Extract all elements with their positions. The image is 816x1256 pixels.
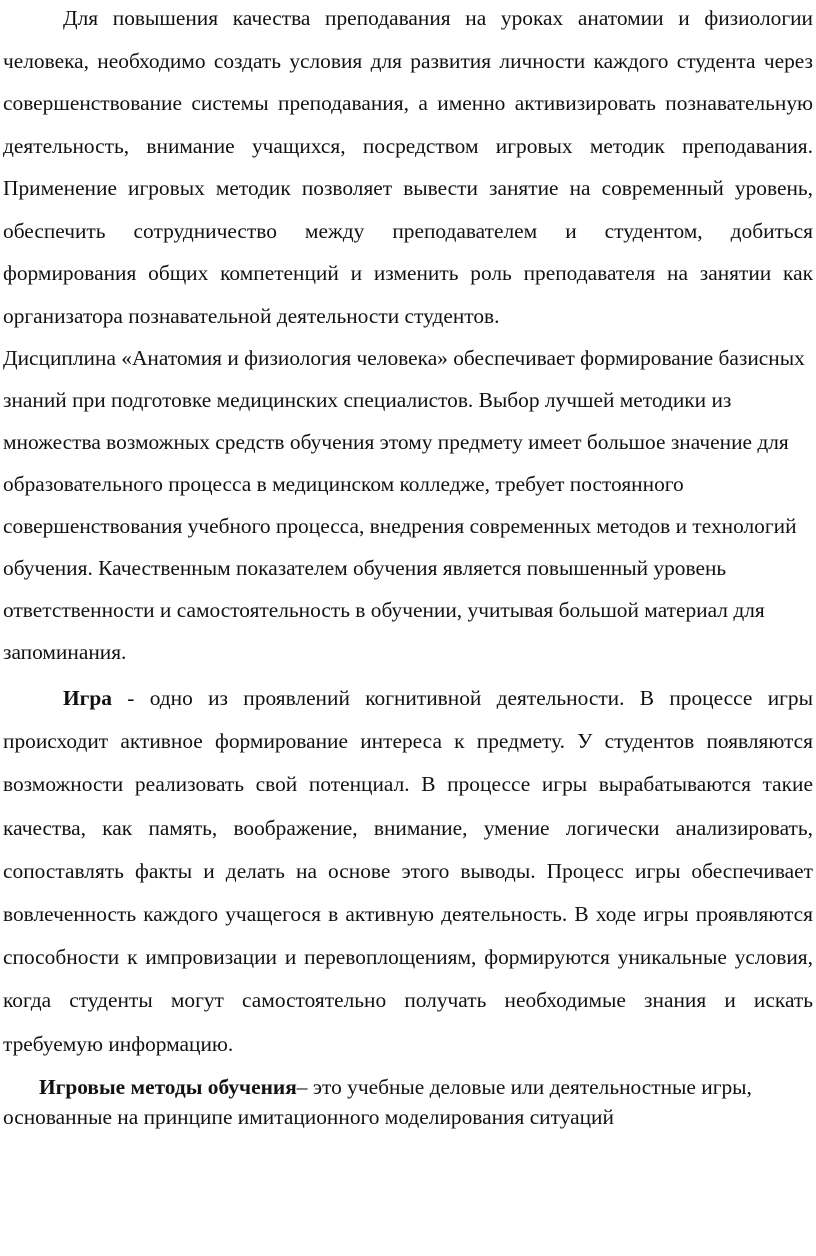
term-game: Игра: [63, 686, 112, 710]
paragraph-game: [3, 677, 813, 1066]
paragraph-game-text: - одно из проявлений когнитивной деятельности. В процессе игры происходит активное формирование интереса к предмету. У студентов появляются возможности реализовать свой потенциал. В процессе игры вырабатываются такие качества, как память, воображение, внимание, умение логически анализировать, сопоставлять факты и делать на основе этого выводы. Процесс игры обеспечивает вовлеченность каждого учащегося в активную деятельность. В ходе игры проявляются способности к импровизации и перевоплощениям, формируются уникальные условия, когда студенты могут самостоятельно получать необходимые знания и искать требуемую информацию.: [3, 686, 813, 1056]
term-game-methods: Игровые методы обучения: [39, 1074, 297, 1099]
paragraph-game-methods-text: – это учебные деловые или деятельностные игры, основанные на принципе имитационного моделирования ситуаций: [3, 1074, 752, 1129]
paragraph-game-methods: [3, 1072, 813, 1132]
paragraph-teaching-quality: Для повышения качества преподавания на уроках анатомии и физиологии человека, необходимо создать условия для развития личности каждого студента через совершенствование системы преподавания, а именно активизировать познавательную деятельность, внимание учащихся, посредством игровых методик преподавания. Применение игровых методик позволяет вывести занятие на современный уровень, обеспечить сотрудничество между преподавателем и студентом, добиться формирования общих компетенций и изменить роль преподавателя на занятии как организатора познавательной деятельности студентов.: [3, 6, 813, 328]
paragraph-discipline: Дисциплина «Анатомия и физиология человека» обеспечивает формирование базисных знаний при подготовке медицинских специалистов. Выбор лучшей методики из множества возможных средств обучения этому предмету имеет большое значение для образовательного процесса в медицинском колледже, требует постоянного совершенствования учебного процесса, внедрения современных методов и технологий обучения. Качественным показателем обучения является повышенный уровень ответственности и самостоятельность в обучении, учитывая большой материал для запоминания.: [3, 346, 805, 664]
